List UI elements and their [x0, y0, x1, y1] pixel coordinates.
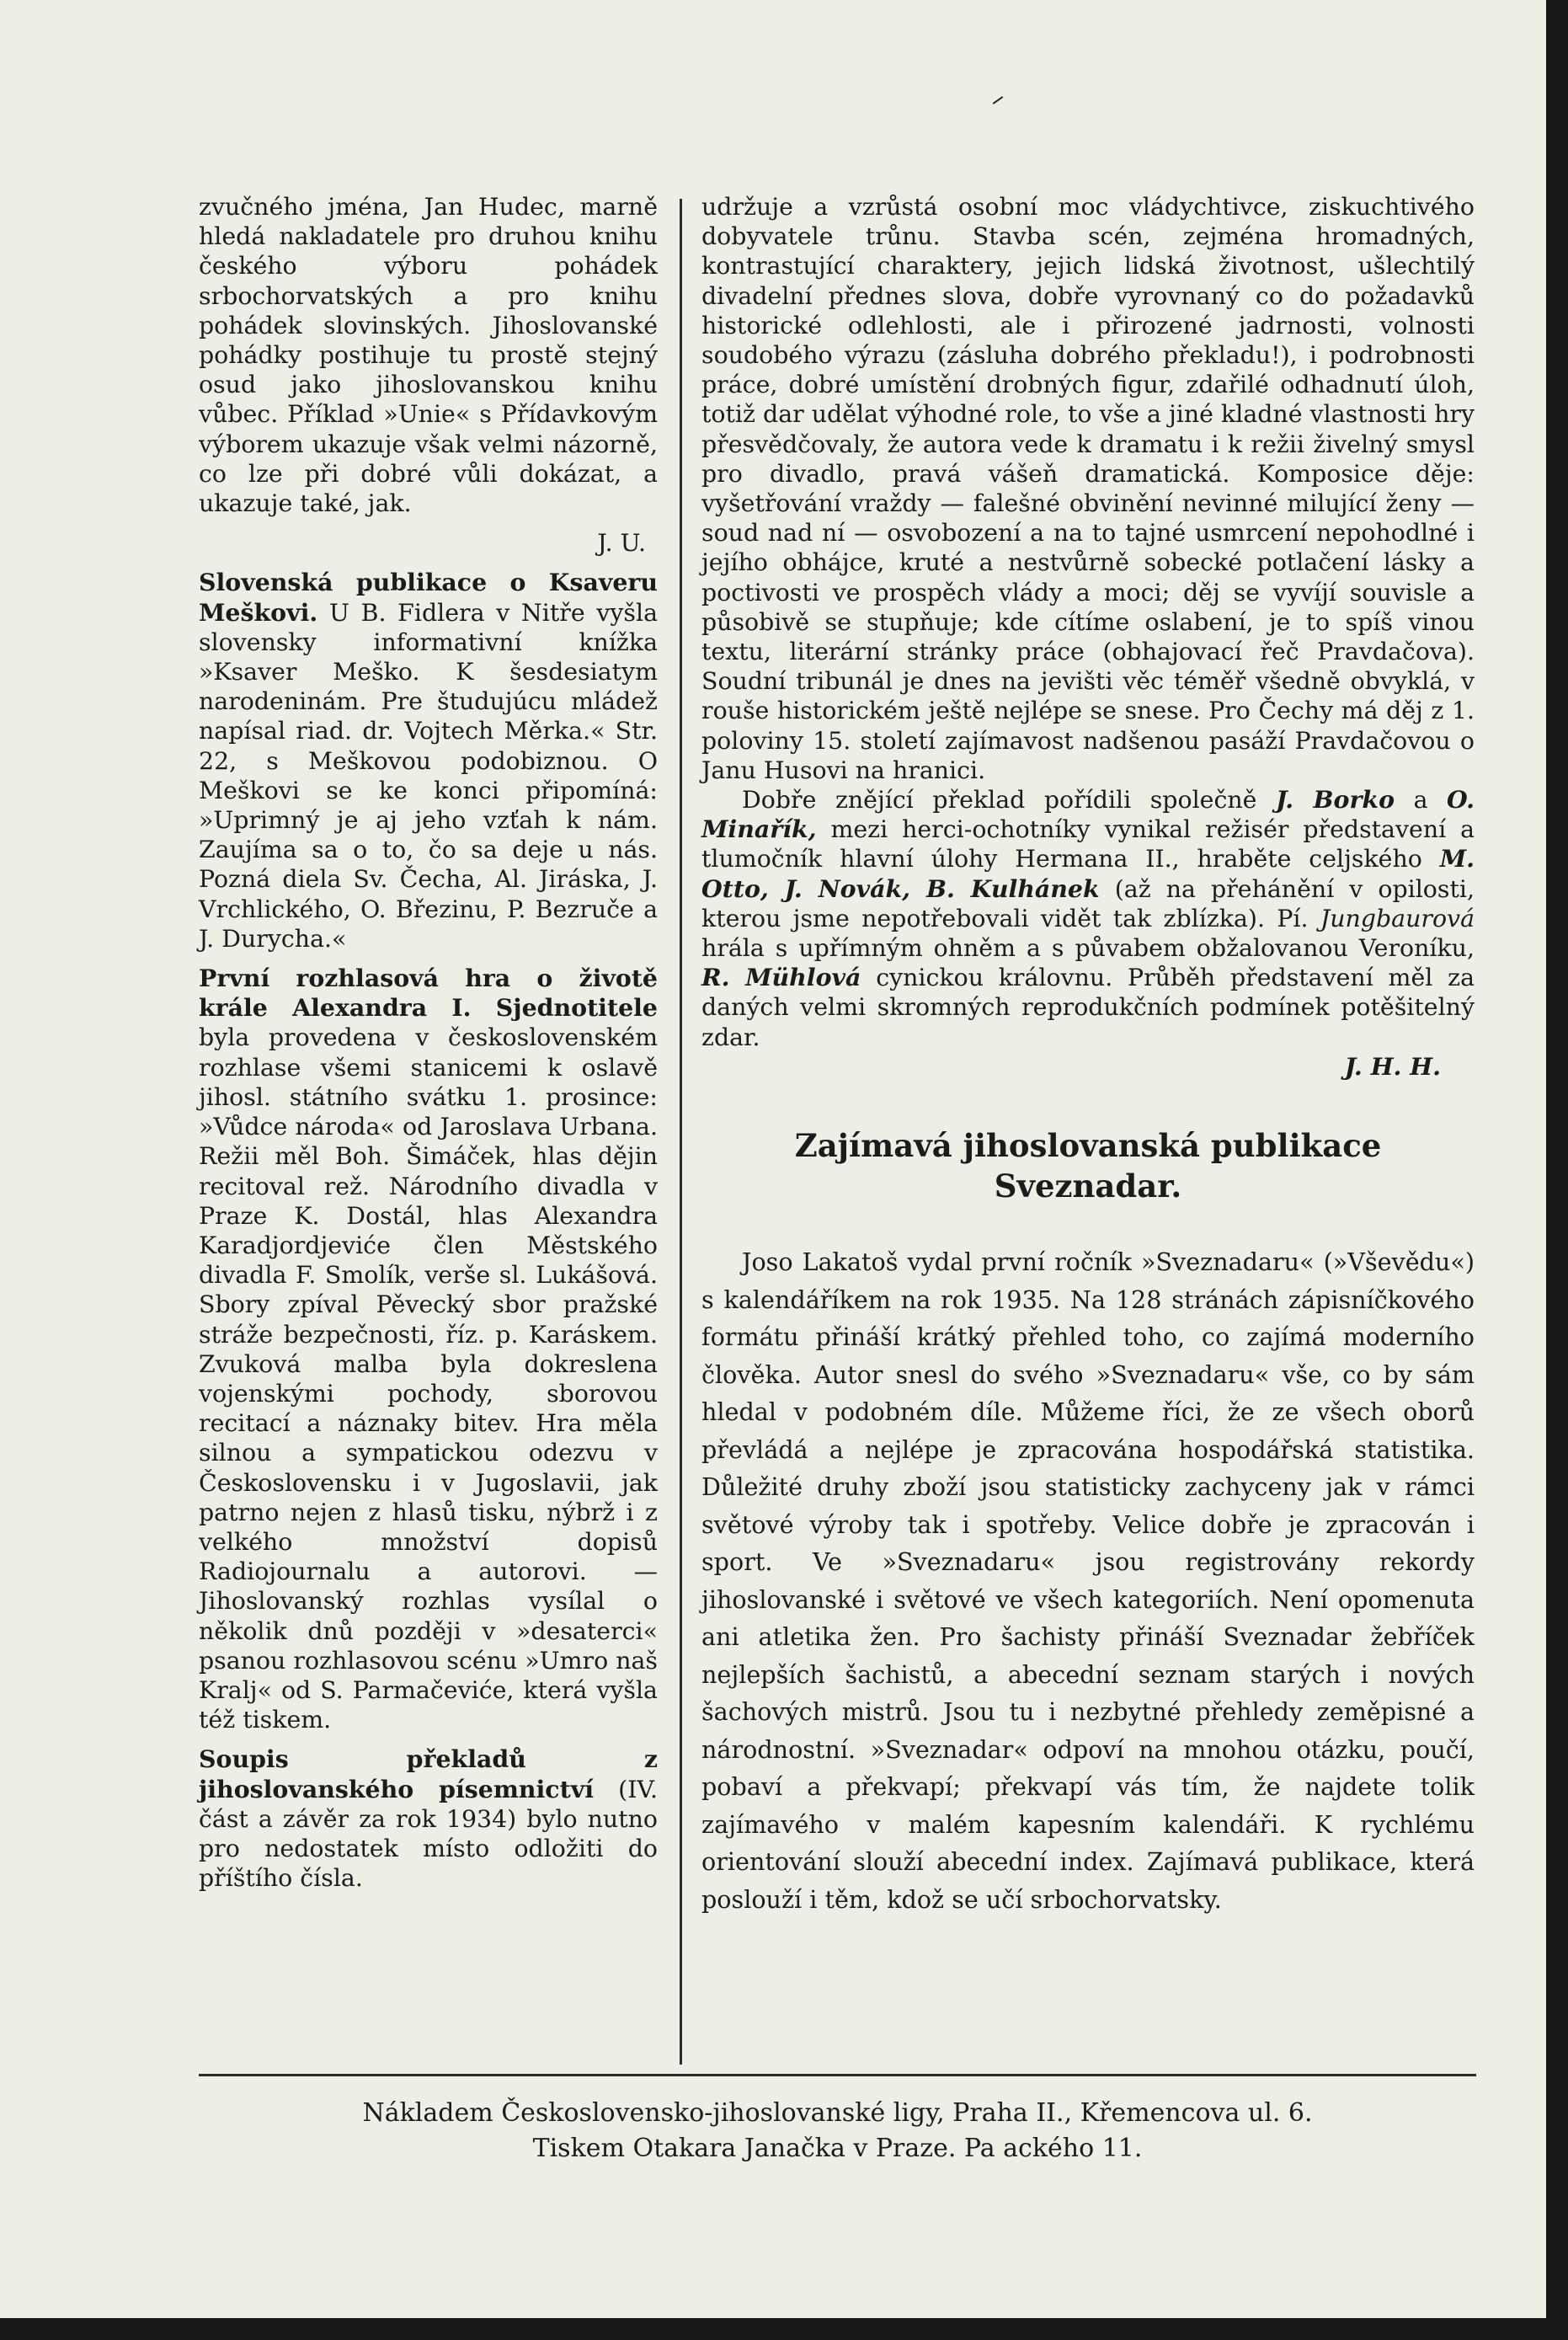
review-cast-paragraph: Dobře znějící překlad pořídili společně J. Borko a O. Minařík, mezi herci-ochotníky vynikal režisér představení a tlumočník hlavní úlohy Hermana II., hraběte celjského M. Otto, J. Novák, B. Kulhánek (až na přehánění v opilosti, kterou jsme nepotřebovali vidět tak zblízka). Pí. Jungbaurová hrála s upřímným ohněm a s půvabem obžalovanou Veroníku, R. Mühlová cynickou královnu. Průběh představení měl za daných velmi skromných reprodukčních podmínek potěšitelný zdar. [701, 785, 1475, 1051]
article-headline: Zajímavá jihoslovanská publikace Sveznadar. [794, 1127, 1382, 1205]
news-title: První rozhlasová hra o životě krále Alexandra I. Sjednotitele [199, 964, 658, 1023]
signature: J. U. [597, 529, 646, 558]
left-column [199, 192, 658, 1893]
right-column [701, 192, 1475, 1918]
column-divider [680, 199, 682, 2065]
ink-mark [993, 96, 1004, 104]
news-item-mesko: Slovenská publikace o Ksaveru Meškovi. U B. Fidlera v Nitře vyšla slovensky informativní knížka »Ksaver Meško. K šesdesiatym narodeninám. Pre študujúcu mládež napísal riad. dr. Vojtech Měrka.« Str. 22, s Meškovou podobiznou. O Meškovi se ke konci připomíná: »Uprimný je aj jeho vzťah k nám. Zaujíma sa o to, čo sa deje u nás. Pozná diela Sv. Čecha, Al. Jiráska, J. Vrchlického, O. Březinu, P. Bezruče a J. Durycha.« [199, 568, 658, 953]
news-title: Soupis překladů z jihoslovanského písemnictví [199, 1744, 658, 1803]
imprint-printer: Tiskem Otakara Janačka v Praze. Pa ackého 11. [532, 2134, 1143, 2163]
article-paragraph: Joso Lakatoš vydal první ročník »Sveznadaru« (»Vševědu«) s kalendáříkem na rok 1935. Na 128 stránách zápisníčkového formátu přináší krátký přehled toho, co zajímá moderního člověka. Autor snesl do svého »Sveznadaru« vše, co by sám hledal v podobném díle. Můžeme říci, že ze všech oborů převládá a nejlépe je zpracována hospodářská statistika. Důležité druhy zboží jsou statisticky zachyceny jak v rámci světové výroby tak i spotřeby. Velice dobře je zpracován i sport. Ve »Sveznadaru« jsou registrovány rekordy jihoslovanské i světové ve všech kategoriích. Není opomenuta ani atletika žen. Pro šachisty přináší Sveznadar žebříček nejlepších šachistů, a abecední seznam starých i nových šachových mistrů. Jsou tu i nezbytné přehledy zeměpisné a národnostní. »Sveznadar« odpoví na mnohou otázku, poučí, pobaví a překvapí; překvapí vás tím, že najdete tolik zajímavého v malém kapesním kalendáři. K rychlému orientování slouží abecední index. Zajímavá publikace, která poslouží i těm, kdož se učí srbochorvatsky. [701, 1247, 1475, 1914]
news-item-translations: Soupis překladů z jihoslovanského písemnictví (IV. část a závěr za rok 1934) bylo nutno pro nedostatek místo odložiti do příštího čísla. [199, 1744, 658, 1893]
footer-divider [199, 2074, 1476, 2076]
news-title: Slovenská publikace o Ksaveru Meškovi. [199, 568, 658, 627]
article-continuation: zvučného jména, Jan Hudec, marně hledá nakladatele pro druhou knihu českého výboru pohádek srbochorvatských a pro knihu pohádek slovinských. Jihoslovanské pohádky postihuje tu prostě stejný osud jako jihoslovanskou knihu vůbec. Příklad »Unie« s Přídavkovým výborem ukazuje však velmi názorně, co lze při dobré vůli dokázat, a ukazuje také, jak. [199, 193, 658, 518]
imprint-publisher: Nákladem Československo-jihoslovanské ligy, Praha II., Křemencova ul. 6. [362, 2098, 1313, 2128]
article-body [701, 1243, 1475, 1918]
news-item-radio-play: První rozhlasová hra o životě krále Alexandra I. Sjednotitele byla provedena v československém rozhlase všemi stanicemi k oslavě jihosl. státního svátku 1. prosince: »Vůdce národa« od Jaroslava Urbana. Režii měl Boh. Šimáček, hlas dějin recitoval rež. Národního divadla v Praze K. Dostál, hlas Alexandra Karadjordjeviće člen Městského divadla F. Smolík, verše sl. Lukášová. Sbory zpíval Pěvecký sbor pražské stráže bezpečnosti, říz. p. Karáskem. Zvuková malba byla dokreslena vojenskými pochody, sborovou recitací a náznaky bitev. Hra měla silnou a sympatickou odezvu v Československu i v Jugoslavii, jak patrno nejen z hlasů tisku, nýbrž i z velkého množství dopisů Radiojournalu a autorovi. — Jihoslovanský rozhlas vysílal o několik dnů později v »desaterci« psanou rozhlasovou scénu »Umro naš Kralj« od S. Parmačeviće, která vyšla též tiskem. [199, 964, 658, 1734]
signature: J. H. H. [1344, 1051, 1441, 1081]
review-continuation: udržuje a vzrůstá osobní moc vládychtivce, ziskuchtivého dobyvatele trůnu. Stavba scén, zejména hromadných, kontrastující charaktery, jejich lidská životnost, ušlechtilý divadelní přednes slova, dobře vyrovnaný co do požadavků historické odlehlosti, ale i přirozené jadrnosti, volnosti soudobého výrazu (zásluha dobrého překladu!), i podrobnosti práce, dobré umístění drobných figur, zdařilé odhadnutí úloh, totiž dar udělat výhodné role, to vše a jiné kladné vlastnosti hry přesvědčovaly, že autora vede k dramatu i k režii živelný smysl pro divadlo, pravá vášeň dramatická. Komposice děje: vyšetřování vraždy — falešné obvinění nevinné milující ženy — soud nad ní — osvobození a na to tajné usmrcení nepohodlné i jejího obhájce, kruté a nestvůrně sobecké potlačení lásky a poctivosti ve prospěch vlády a moci; děj se vyvíjí souvisle a působivě se stupňuje; kde cítíme oslabení, je to spíš vinou textu, literární stránky práce (obhajovací řeč Pravdačova). Soudní tribunál je dnes na jevišti věc téměř všedně obvyklá, v rouše historickém ještě nejlépe se snese. Pro Čechy má děj z 1. poloviny 15. století zajímavost nadšenou pasáží Pravdačovou o Janu Husovi na hranici. [701, 193, 1475, 784]
imprint [199, 2096, 1476, 2166]
